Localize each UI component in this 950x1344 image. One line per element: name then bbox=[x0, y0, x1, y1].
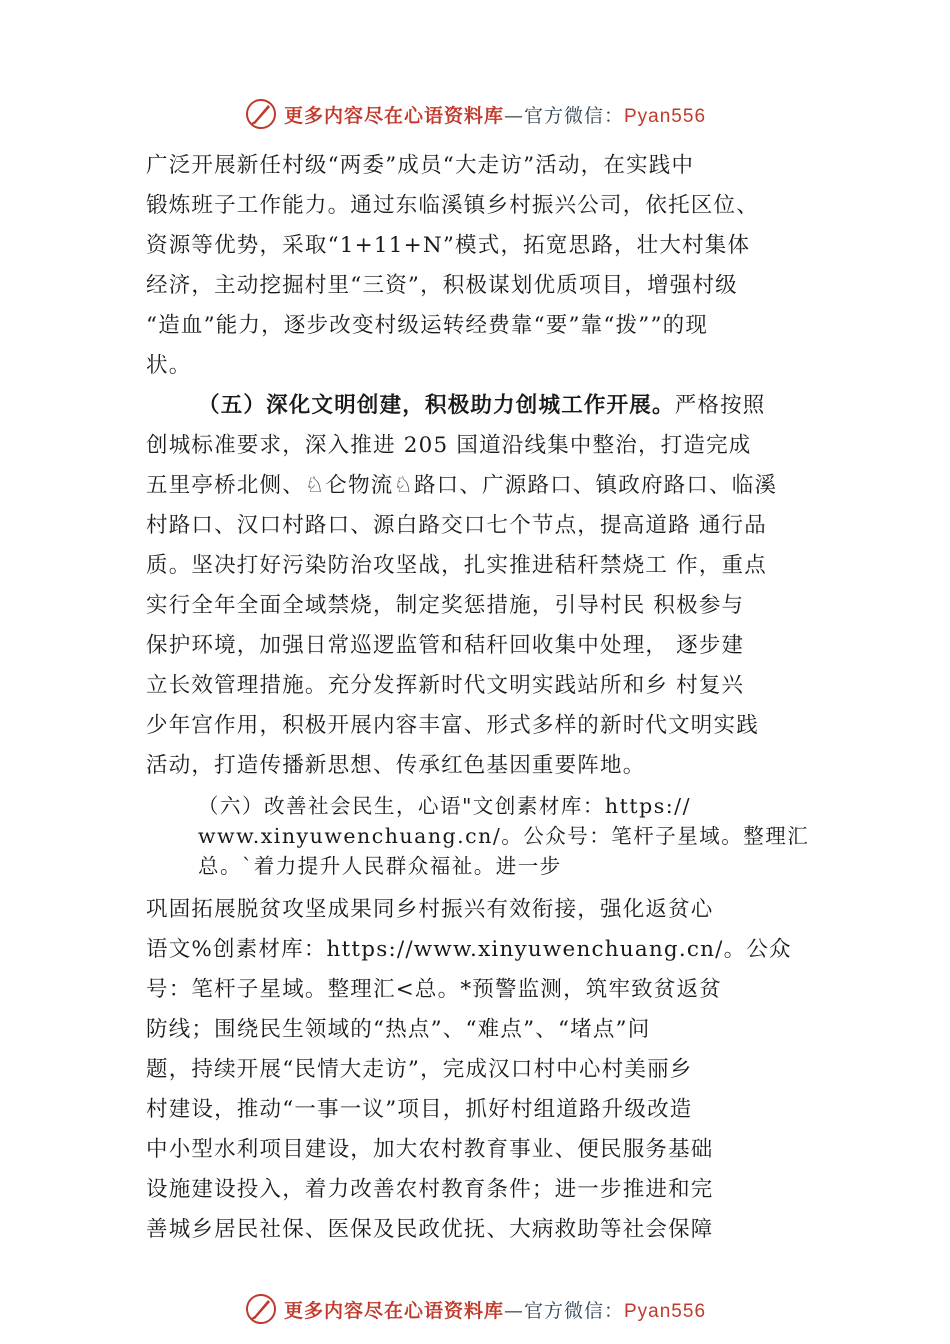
banner-wechat-id: Pyan556 bbox=[624, 105, 707, 127]
banner-wechat-label: 官方微信： bbox=[523, 104, 624, 127]
text-line: 题，持续开展“民情大走访”，完成汉口村中心村美丽乡 bbox=[146, 1057, 693, 1082]
text-line: 总。`着力提升人民群众福祉。进一步 bbox=[198, 854, 562, 878]
text-line: 广泛开展新任村级“两委”成员“大走访”活动，在实践中 bbox=[146, 153, 695, 178]
text-line: 村路口、汉口村路口、源白路交口七个节点，提高道路 通行品 bbox=[146, 513, 767, 538]
text-line: 语文%创素材库：https://www.xinyuwenchuang.cn/。公众 bbox=[146, 937, 792, 962]
text-line: 活动，打造传播新思想、传承红色基因重要阵地。 bbox=[146, 753, 646, 778]
text-line: 实行全年全面全域禁烧，制定奖惩措施，引导村民 积极参与 bbox=[146, 593, 745, 618]
banner-wechat-label: 官方微信： bbox=[523, 1299, 624, 1322]
banner-separator: — bbox=[503, 104, 524, 127]
text-line: 村建设，推动“一事一议”项目，抓好村组道路升级改造 bbox=[146, 1097, 693, 1122]
section-heading-5: （五）深化文明创建，积极助力创城工作开展。 bbox=[198, 393, 675, 418]
text-line: 资源等优势，采取“1+11+N”模式，拓宽思路，壮大村集体 bbox=[146, 233, 751, 258]
text-line: 立长效管理措施。充分发挥新时代文明实践站所和乡 村复兴 bbox=[146, 673, 745, 698]
banner-main-text: 更多内容尽在心语资料库 bbox=[283, 1299, 504, 1322]
banner-wechat-id: Pyan556 bbox=[624, 1300, 707, 1322]
text-line: 号：笔杆子星域。整理汇<总。*预警监测，筑牢致贫返贫 bbox=[146, 977, 722, 1002]
text-line: 五里亭桥北侧、♘仑物流♘路口、广源路口、镇政府路口、临溪 bbox=[146, 473, 778, 498]
text-line: 质。坚决打好污染防治攻坚战，扎实推进秸秆禁烧工 作，重点 bbox=[146, 553, 767, 578]
banner-separator: — bbox=[503, 1299, 524, 1322]
text-line: 锻炼班子工作能力。通过东临溪镇乡村振兴公司，依托区位、 bbox=[146, 193, 759, 218]
quill-logo-icon bbox=[244, 1292, 278, 1326]
text-line: 少年宫作用，积极开展内容丰富、形式多样的新时代文明实践 bbox=[146, 713, 759, 738]
text-line: “造血”能力，逐步改变村级运转经费靠“要”靠“拨””的现 bbox=[146, 313, 709, 338]
text-line: 创城标准要求，深入推进 205 国道沿线集中整治，打造完成 bbox=[146, 433, 752, 458]
text-line: 设施建设投入，着力改善农村教育条件；进一步推进和完 bbox=[146, 1177, 714, 1202]
footer-watermark-banner bbox=[0, 1289, 950, 1329]
text-line: 善城乡居民社保、医保及民政优抚、大病救助等社会保障 bbox=[146, 1217, 714, 1242]
text-line: （五）深化文明创建，积极助力创城工作开展。严格按照 bbox=[198, 393, 766, 418]
text-line: 经济，主动挖掘村里“三资”，积极谋划优质项目，增强村级 bbox=[146, 273, 738, 298]
text-line: 巩固拓展脱贫攻坚成果同乡村振兴有效衔接，强化返贫心 bbox=[146, 897, 714, 922]
text-line: 防线；围绕民生领域的“热点”、“难点”、“堵点”问 bbox=[146, 1017, 651, 1042]
quill-logo-icon bbox=[244, 97, 278, 131]
text-line: www.xinyuwenchuang.cn/。公众号：笔杆子星域。整理汇 bbox=[198, 824, 810, 848]
text-line: 状。 bbox=[146, 353, 192, 378]
banner-main-text: 更多内容尽在心语资料库 bbox=[283, 104, 504, 127]
header-watermark-banner bbox=[0, 94, 950, 134]
text-line: 中小型水利项目建设，加大农村教育事业、便民服务基础 bbox=[146, 1137, 714, 1162]
text-line: 保护环境，加强日常巡逻监管和秸秆回收集中处理， 逐步建 bbox=[146, 633, 745, 658]
text-line: （六）改善社会民生，心语"文创素材库：https:// bbox=[198, 794, 691, 818]
